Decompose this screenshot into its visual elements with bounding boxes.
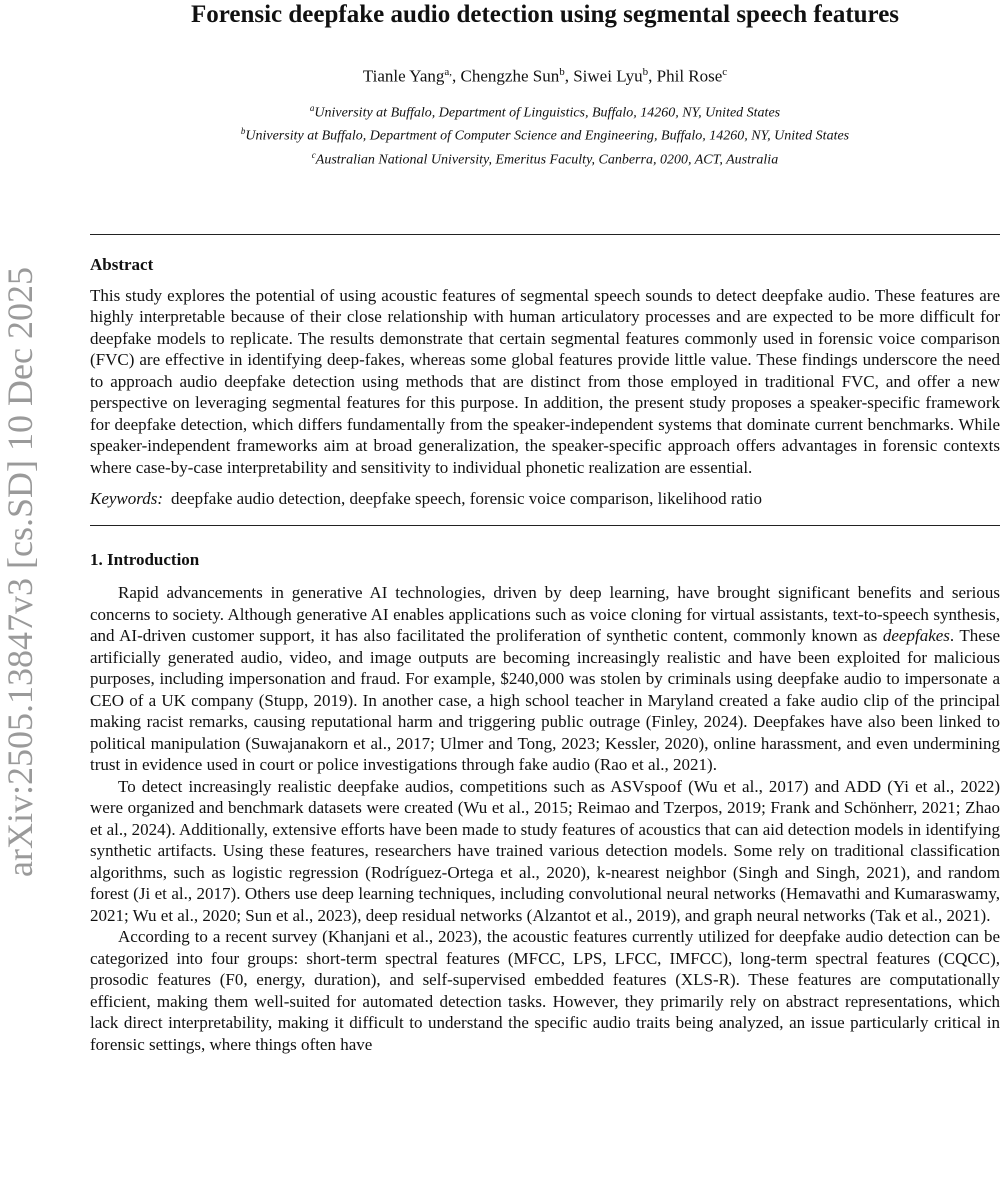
keywords-label: Keywords: (90, 489, 164, 509)
affiliation (90, 99, 1000, 123)
affiliation-text: University at Buffalo, Department of Computer Science and Engineering, Buffalo, 14260, NY, United States (245, 128, 850, 144)
author-affil-mark: b (559, 66, 565, 78)
paper-page (90, 0, 1000, 1055)
intro-p1-text-b: . These artificially generated audio, video, and image outputs are becoming increasingly realistic and have been exploited for malicious purposes, including impersonation and fraud. For example, $240,000 was stolen by criminals using deepfake audio to impersonate a CEO of a UK company (Stupp, 2019). In another case, a high school teacher in Maryland created a fake audio clip of the principal making racist remarks, causing reputational harm and triggering public outrage (Finley, 2024). Deepfakes have also been linked to political manipulation (Suwajanakorn et al., 2017; Ulmer and Tong, 2023; Kessler, 2020), online harassment, and even undermining trust in evidence used in court or police investigations through fake audio (Rao et al., 2021). (90, 626, 1000, 775)
divider-top (90, 234, 1000, 235)
author-list: Tianle Yang$^{a,}$, Chengzhe Sun$^b$, Siwei Lyu$^b$, Phil Rose$^c$ (362, 66, 728, 86)
intro-paragraph-2: To detect increasingly realistic deepfake audios, competitions such as ASVspoof (Wu et al., 2017) and ADD (Yi et al., 2022) were organized and benchmark datasets were created (Wu et al., 2015; Reimao and Tzerpos, 2019; Frank and Schönherr, 2021; Zhao et al., 2024). Additionally, extensive efforts have been made to study features of acoustics that can aid detection models in identifying synthetic artifacts. Using these features, researchers have trained various detection models. Some rely on traditional classification algorithms, such as logistic regression (Rodríguez-Ortega et al., 2020), k-nearest neighbor (Singh and Singh, 2021), and random forest (Ji et al., 2017). Others use deep learning techniques, including convolutional neural networks (Hemavathi and Kumaraswamy, 2021; Wu et al., 2020; Sun et al., 2023), deep residual networks (Alzantot et al., 2019), and graph neural networks (Tak et al., 2021). (90, 776, 1000, 925)
author-affil-mark: b (642, 66, 649, 78)
affiliation-mark: a (309, 102, 315, 113)
intro-paragraph-1 (90, 582, 1000, 776)
author-name: Phil Rose (656, 66, 723, 86)
divider-bottom (90, 525, 1000, 526)
affiliation (90, 146, 1000, 170)
arxiv-side-stamp: arXiv:2505.13847v3 [cs.SD] 10 Dec 2025 (0, 267, 40, 877)
author-affil-mark: c (722, 66, 728, 78)
intro-paragraph-3: According to a recent survey (Khanjani et al., 2023), the acoustic features currently utilized for deepfake audio detection can be categorized into four groups: short-term spectral features (MFCC, LPS, LFCC, IMFCC), long-term spectral features (CQCC), prosodic features (F0, energy, duration), and self-supervised embedded features (XLS-R). These features are computationally efficient, making them well-suited for automated detection tasks. However, they primarily rely on abstract representations, which lack direct interpretability, making it difficult to understand the specific audio traits being analyzed, an issue particularly critical in forensic settings, where things often have (90, 927, 1000, 1054)
intro-p1-emphasis: deepfakes (882, 626, 950, 646)
affiliation-text: Australian National University, Emeritus Faculty, Canberra, 0200, ACT, Australia (315, 152, 779, 168)
author-name: Chengzhe Sun (460, 66, 560, 86)
affiliation-text: University at Buffalo, Department of Linguistics, Buffalo, 14260, NY, United States (314, 105, 781, 121)
paper-title: Forensic deepfake audio detection using segmental speech features (190, 1, 900, 28)
author-name: Siwei Lyu (573, 66, 643, 86)
intro-p1-text-a: Rapid advancements in generative AI technologies, driven by deep learning, have brought significant benefits and serious concerns to society. Although generative AI enables applications such as voice cloning for virtual assistants, text-to-speech synthesis, and AI-driven customer support, it has also facilitated the proliferation of synthetic content, commonly known as (90, 583, 1000, 646)
affiliation-list (90, 99, 1000, 170)
introduction-body (90, 582, 1000, 1055)
affiliation-mark: b (240, 126, 246, 137)
keywords-text: deepfake audio detection, deepfake speech, forensic voice comparison, likelihood ratio (171, 489, 763, 509)
author-name: Tianle Yang (362, 66, 445, 86)
author-affil-mark: a, (444, 66, 453, 78)
abstract-heading: Abstract (90, 254, 154, 274)
affiliation (90, 122, 1000, 146)
affiliation-mark: c (311, 149, 316, 160)
keywords-line (90, 488, 1000, 509)
abstract-body (90, 285, 1000, 479)
abstract-paragraph: This study explores the potential of using acoustic features of segmental speech sounds to detect deepfake audio. These features are highly interpretable because of their close relationship with human articulatory processes and are expected to be more difficult for deepfake models to replicate. The results demonstrate that certain segmental features commonly used in forensic voice comparison (FVC) are effective in identifying deep-fakes, whereas some global features provide little value. These findings underscore the need to approach audio deepfake detection using methods that are distinct from those employed in traditional FVC, and offer a new perspective on leveraging segmental features for this purpose. In addition, the present study proposes a speaker-specific framework for deepfake detection, which differs fundamentally from the speaker-independent systems that dominate current benchmarks. While speaker-independent frameworks aim at broad generalization, the speaker-specific approach offers advantages in forensic contexts where case-by-case interpretability and sensitivity to individual phonetic realization are essential. (90, 285, 1000, 477)
section-heading-introduction: 1. Introduction (90, 550, 200, 570)
